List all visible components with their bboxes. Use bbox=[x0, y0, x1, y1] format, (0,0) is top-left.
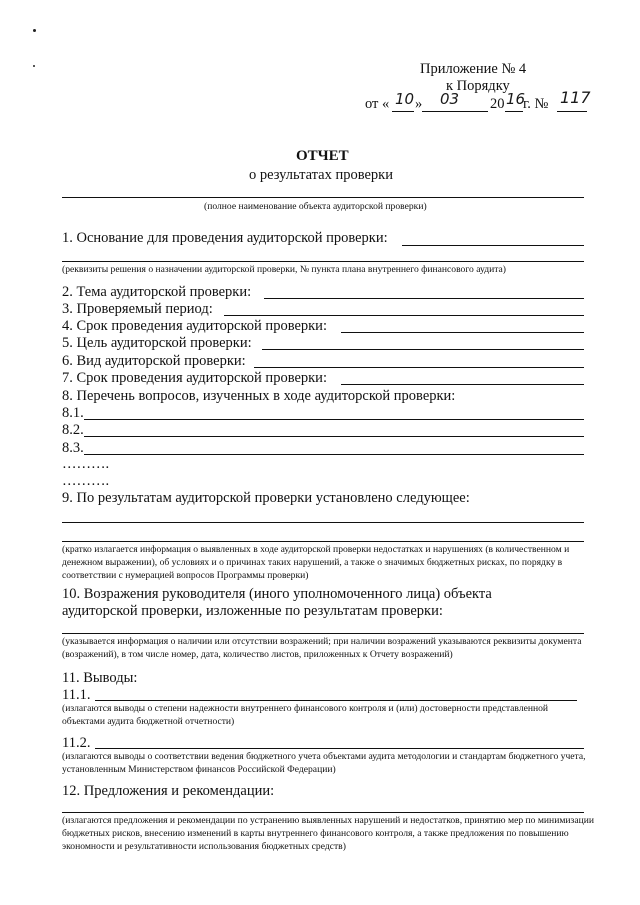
date-month: 03 bbox=[440, 90, 460, 108]
section-1-line-2 bbox=[62, 261, 584, 262]
section-12-line bbox=[62, 812, 584, 813]
section-8-ellipsis-2: ………. bbox=[62, 473, 110, 489]
section-1-line bbox=[402, 245, 584, 246]
section-10-hint: (указывается информация о наличии или отсутствии возражений; при наличии возражений указываются реквизиты документа (возражений), в том числе номер, дата, количество листов, приложенных к Отчету возражений) bbox=[62, 636, 582, 660]
section-9-hint: (кратко излагается информация о выявленных в ходе аудиторской проверки недостатках и нарушениях (в количественном и денежном выражении), об условиях и о причинах таких нарушений, а также о значимых бюджетных рисках, по порядку в соответствии с нумерацией вопросов Программы проверки) bbox=[62, 544, 570, 581]
section-8-item-3-line bbox=[84, 454, 584, 455]
section-10-label-1: 10. Возражения руководителя (иного уполномоченного лица) объекта bbox=[62, 586, 492, 602]
section-1-hint: (реквизиты решения о назначении аудиторской проверки, № пункта плана внутреннего финансового аудита) bbox=[62, 264, 506, 275]
report-title: ОТЧЕТ bbox=[296, 148, 349, 164]
section-8-item-2: 8.2. bbox=[62, 422, 84, 438]
object-name-line bbox=[62, 197, 584, 198]
section-4-line bbox=[341, 332, 584, 333]
section-8-item-1: 8.1. bbox=[62, 405, 84, 421]
section-8-label: 8. Перечень вопросов, изученных в ходе аудиторской проверки: bbox=[62, 388, 456, 404]
section-8-item-2-line bbox=[84, 436, 584, 437]
section-11-label: 11. Выводы: bbox=[62, 670, 138, 686]
section-6-label: 6. Вид аудиторской проверки: bbox=[62, 353, 246, 369]
order-number: 117 bbox=[560, 88, 591, 107]
date-year-suffix: 16 bbox=[506, 90, 526, 108]
section-3-line bbox=[224, 315, 584, 316]
section-9-line bbox=[62, 522, 584, 523]
section-11-item-1: 11.1. bbox=[62, 687, 91, 703]
section-2-label: 2. Тема аудиторской проверки: bbox=[62, 284, 252, 300]
section-10-line bbox=[62, 633, 584, 634]
date-g: г. № bbox=[523, 96, 549, 112]
section-8-item-1-line bbox=[84, 419, 584, 420]
date-mid: » bbox=[415, 96, 423, 112]
section-5-label: 5. Цель аудиторской проверки: bbox=[62, 335, 252, 351]
scan-speck bbox=[33, 65, 35, 67]
section-2-line bbox=[264, 298, 584, 299]
section-11-item-2-line bbox=[95, 748, 584, 749]
date-year-line bbox=[505, 111, 523, 112]
date-prefix: от « bbox=[365, 96, 390, 112]
section-12-hint: (излагаются предложения и рекомендации по устранению выявленных нарушений и недостатков, принятию мер по минимизации бюджетных рисков, внесению изменений в карты внутреннего финансового контроля, а также предложения по повышению экономности и результативности использования бюджетных средств) bbox=[62, 815, 594, 852]
section-4-label: 4. Срок проведения аудиторской проверки: bbox=[62, 318, 327, 334]
section-9-line-2 bbox=[62, 541, 584, 542]
order-label: к Порядку bbox=[446, 78, 510, 94]
section-11-hint-2: (излагаются выводы о соответствии ведения бюджетного учета объектами аудита методологии и стандартам бюджетного учета, установленным Министерством финансов Российской Федерации) bbox=[62, 751, 586, 775]
section-7-line bbox=[341, 384, 584, 385]
section-9-label: 9. По результатам аудиторской проверки установлено следующее: bbox=[62, 490, 470, 506]
appendix-label: Приложение № 4 bbox=[420, 61, 527, 77]
section-3-label: 3. Проверяемый период: bbox=[62, 301, 213, 317]
date-year-prefix: 20 bbox=[490, 96, 505, 112]
report-subtitle: о результатах проверки bbox=[249, 167, 393, 183]
section-11-item-2: 11.2. bbox=[62, 735, 91, 751]
section-11-item-1-line bbox=[95, 700, 577, 701]
section-6-line bbox=[254, 367, 584, 368]
date-day-line bbox=[392, 111, 414, 112]
section-8-item-3: 8.3. bbox=[62, 440, 84, 456]
order-number-line bbox=[557, 111, 587, 112]
section-12-label: 12. Предложения и рекомендации: bbox=[62, 783, 275, 799]
date-day: 10 bbox=[395, 90, 415, 108]
section-8-ellipsis-1: ………. bbox=[62, 456, 110, 472]
section-5-line bbox=[262, 349, 584, 350]
section-11-hint-1: (излагаются выводы о степени надежности внутреннего финансового контроля и (или) достоверности представленной объектами аудита бюджетной отчетности) bbox=[62, 703, 549, 727]
section-10-label-2: аудиторской проверки, изложенные по результатам проверки: bbox=[62, 603, 443, 619]
section-7-label: 7. Срок проведения аудиторской проверки: bbox=[62, 370, 327, 386]
section-1-label: 1. Основание для проведения аудиторской проверки: bbox=[62, 230, 388, 246]
date-month-line bbox=[422, 111, 488, 112]
object-name-hint: (полное наименование объекта аудиторской проверки) bbox=[204, 201, 427, 212]
scan-speck bbox=[33, 29, 36, 32]
